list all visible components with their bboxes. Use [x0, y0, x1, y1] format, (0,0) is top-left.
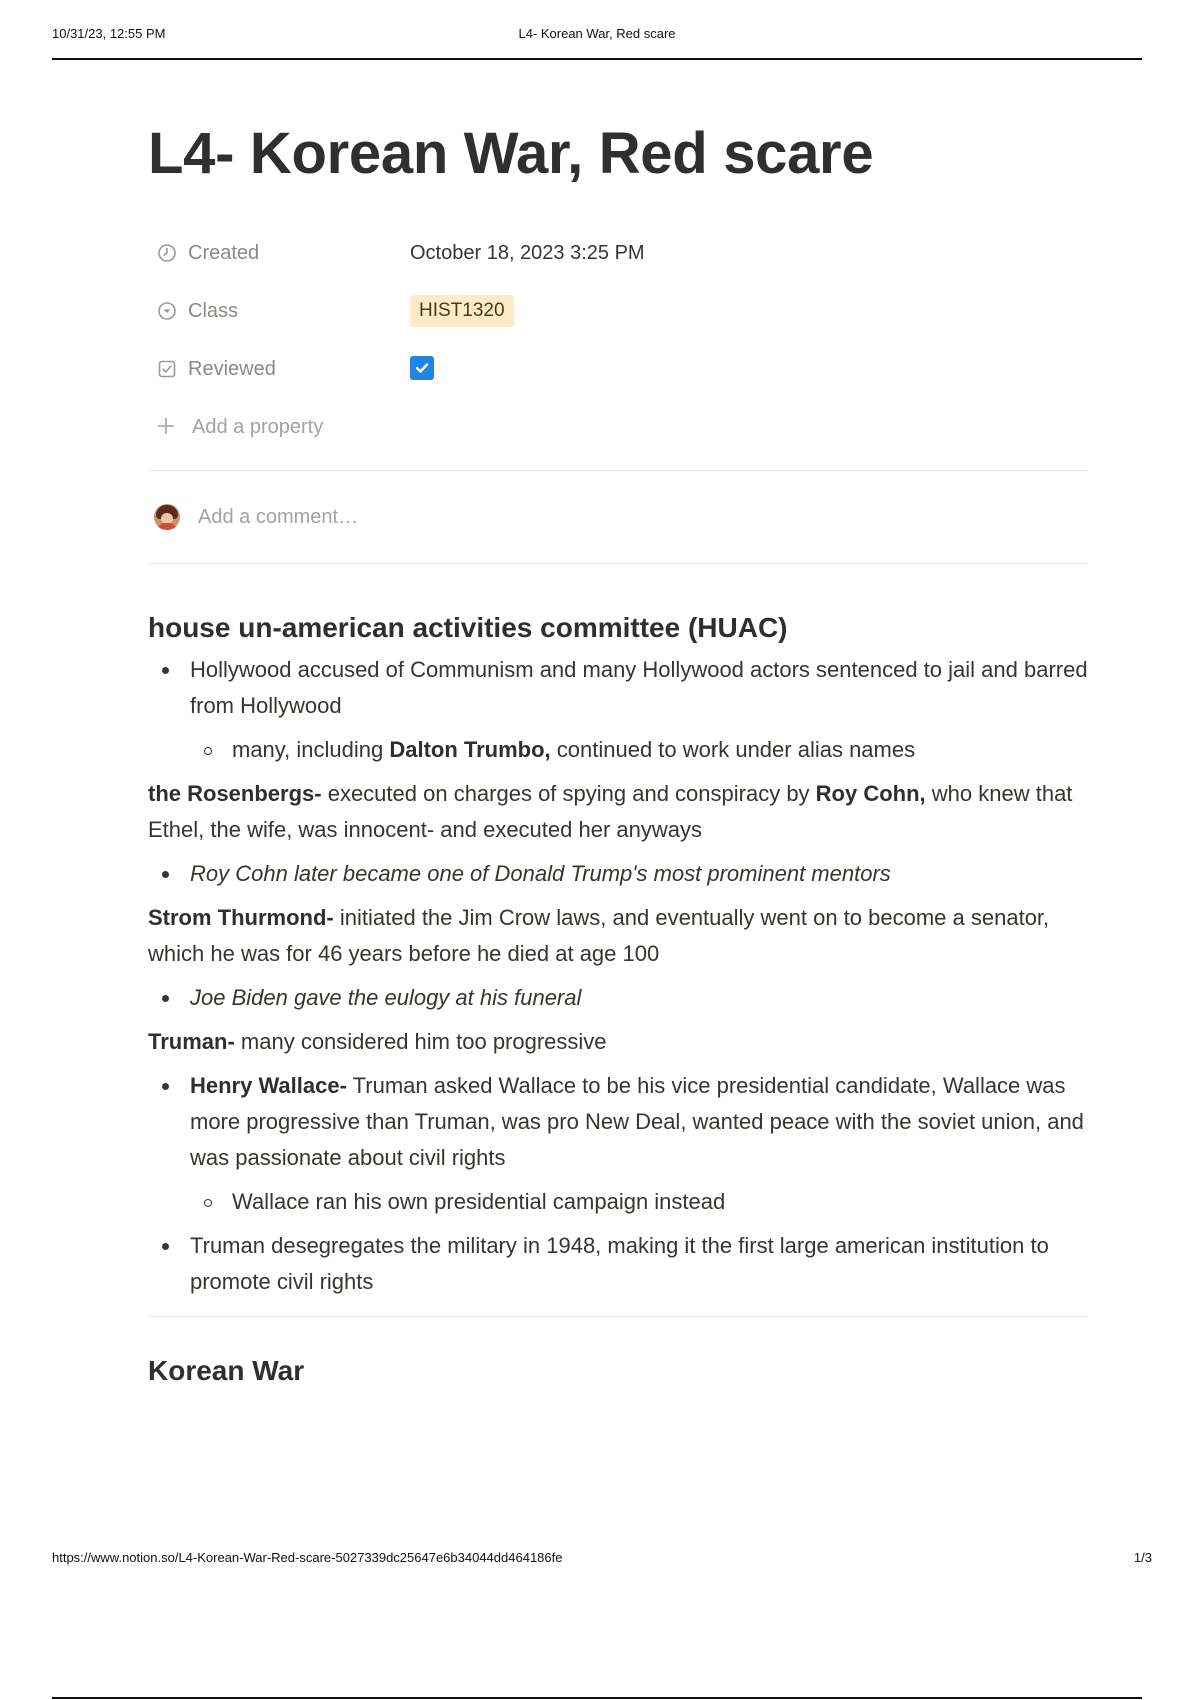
property-class[interactable] — [148, 282, 1092, 340]
reviewed-checkbox[interactable] — [410, 356, 434, 380]
add-property-label: Add a property — [192, 415, 324, 438]
properties-panel — [148, 224, 1092, 456]
notion-page — [148, 118, 1088, 1391]
bullet-list — [148, 856, 1088, 892]
print-title: L4- Korean War, Red scare — [518, 26, 676, 41]
add-property-button[interactable] — [148, 398, 1092, 456]
reviewed-label: Reviewed — [188, 357, 276, 380]
bullet-list — [148, 980, 1088, 1016]
property-created[interactable] — [148, 224, 1092, 282]
sub-bullet-list — [148, 1184, 1088, 1220]
list-item: Roy Cohn later became one of Donald Trump's most prominent mentors — [148, 856, 1088, 892]
print-datetime: 10/31/23, 12:55 PM — [52, 26, 166, 41]
class-label: Class — [188, 299, 239, 322]
checkmark-icon — [414, 360, 430, 376]
list-item: Hollywood accused of Communism and many Hollywood actors sentenced to jail and barred from Hollywood — [148, 652, 1088, 724]
print-header — [52, 26, 1142, 60]
page-title[interactable]: L4- Korean War, Red scare — [148, 121, 874, 186]
checkbox-property-icon — [156, 358, 178, 380]
page-content — [148, 608, 1088, 1391]
list-item: Wallace ran his own presidential campaign instead — [148, 1184, 1088, 1220]
bottom-rule — [52, 1697, 1142, 1699]
property-label — [148, 300, 410, 323]
avatar — [154, 504, 180, 530]
paragraph-truman: Truman- many considered him too progressive — [148, 1029, 607, 1054]
bullet-list — [148, 652, 1088, 724]
heading-huac: house un-american activities committee (HUAC) — [148, 612, 788, 643]
paragraph-thurmond: Strom Thurmond- initiated the Jim Crow laws, and eventually went on to become a senator, which he was for 46 years before he died at age 100 — [148, 905, 1050, 966]
paragraph-rosenbergs: the Rosenbergs- executed on charges of spying and conspiracy by Roy Cohn, who knew that Ethel, the wife, was innocent- and executed her anyways — [148, 781, 1073, 842]
print-url: https://www.notion.so/L4-Korean-War-Red-scare-5027339dc25647e6b34044dd464186fe — [52, 1550, 563, 1565]
bullet-list — [148, 1228, 1088, 1300]
select-icon — [156, 300, 178, 322]
class-tag[interactable]: HIST1320 — [410, 295, 514, 327]
heading-korean-war: Korean War — [148, 1355, 305, 1386]
page-number: 1/3 — [1133, 1550, 1152, 1565]
property-label — [148, 242, 410, 265]
sub-bullet-list — [148, 732, 1088, 768]
list-item: many, including Dalton Trumbo, continued to work under alias names — [148, 732, 1088, 768]
created-label: Created — [188, 241, 260, 264]
property-reviewed[interactable] — [148, 340, 1092, 398]
bullet-list — [148, 1068, 1088, 1176]
list-item: Joe Biden gave the eulogy at his funeral — [148, 980, 1088, 1016]
created-value: October 18, 2023 3:25 PM — [410, 241, 645, 264]
list-item: Henry Wallace- Truman asked Wallace to be his vice presidential candidate, Wallace was more progressive than Truman, was pro New Deal, wanted peace with the soviet union, and was passionate about civil rights — [148, 1068, 1088, 1176]
list-item: Truman desegregates the military in 1948, making it the first large american institution to promote civil rights — [148, 1228, 1088, 1300]
property-label — [148, 358, 410, 381]
comment-input[interactable]: Add a comment… — [198, 505, 359, 528]
clock-icon — [156, 242, 178, 264]
comment-bar[interactable] — [148, 471, 1088, 563]
plus-icon — [156, 416, 178, 438]
